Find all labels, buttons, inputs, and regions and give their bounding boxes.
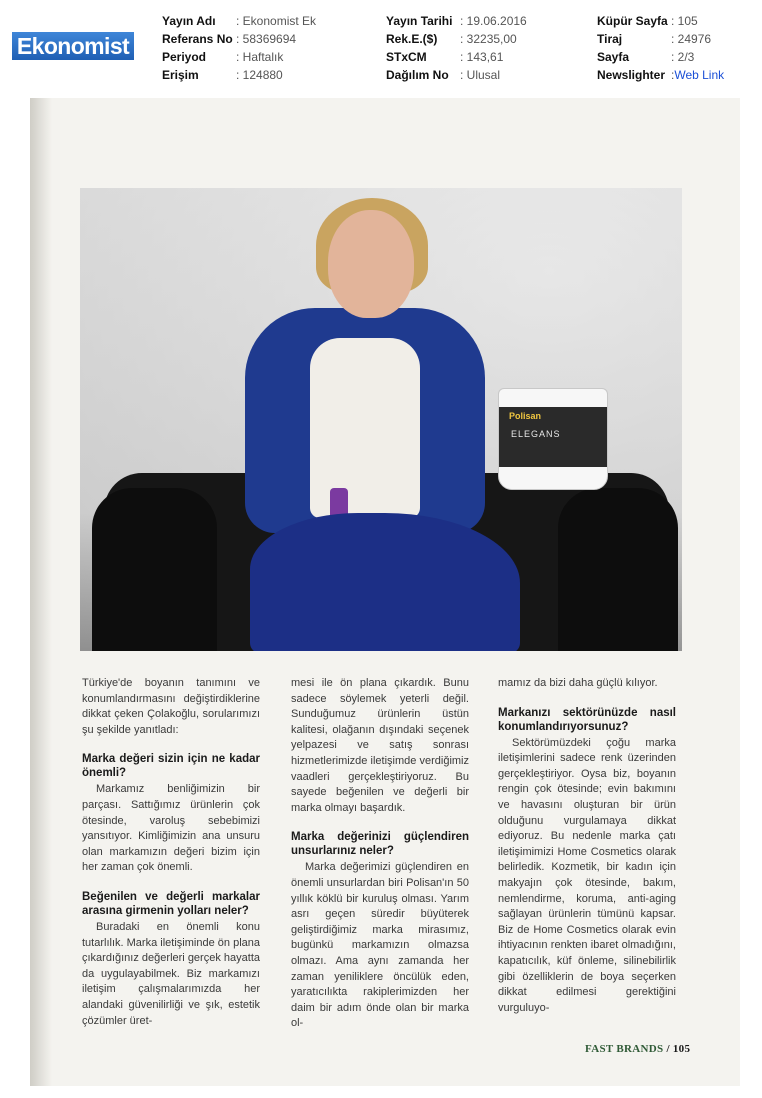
question-heading-2: Beğenilen ve değerli markalar arasına girmenin yolları neler? bbox=[82, 890, 260, 917]
meta-label: Sayfa bbox=[597, 50, 630, 64]
footer-page-number: 105 bbox=[672, 1043, 691, 1055]
meta-value: : 105 bbox=[671, 14, 698, 28]
person-face bbox=[328, 210, 414, 318]
bucket-brand-text: Polisan bbox=[509, 411, 542, 421]
meta-row-erisim bbox=[162, 66, 316, 84]
armchair-right-arm bbox=[558, 488, 678, 651]
meta-label: STxCM bbox=[386, 50, 427, 64]
meta-column-3 bbox=[597, 12, 724, 84]
meta-value: : 19.06.2016 bbox=[460, 14, 527, 28]
meta-value: : 58369694 bbox=[236, 32, 297, 46]
footer-brand: FAST BRANDS bbox=[585, 1043, 664, 1055]
meta-row-yayin-adi bbox=[162, 12, 316, 30]
meta-label: Referans No bbox=[162, 32, 233, 46]
meta-row-newslighter bbox=[597, 66, 724, 84]
meta-label: Tiraj bbox=[597, 32, 623, 46]
meta-column-2 bbox=[386, 12, 527, 84]
meta-label: Dağılım No bbox=[386, 68, 449, 82]
meta-row-referans-no bbox=[162, 30, 316, 48]
armchair-left-arm bbox=[92, 488, 217, 651]
meta-label: Rek.E.($) bbox=[386, 32, 438, 46]
meta-row-yayin-tarihi bbox=[386, 12, 527, 30]
scanned-magazine-page bbox=[30, 98, 740, 1086]
logo-text: Ekonomist bbox=[16, 32, 130, 59]
footer-separator: / bbox=[663, 1043, 673, 1055]
answer-paragraph-1: Markamız benliğimizin bir parçası. Sattığımız ürünlerin çok ötesinde, varoluş sebebimizi yansıtıyor. Kimliğimizin ana unsuru olan markamızın değeri bizim için her zaman çok önemli. bbox=[82, 783, 260, 874]
portrait-photo bbox=[80, 188, 682, 651]
meta-value: : 24976 bbox=[671, 32, 712, 46]
answer-paragraph-4: Sektörümüzdeki çoğu marka iletişimlerini sadece renk üzerinden gerçekleştiriyor. Oysa biz, boyanın rengin çok ötesinde; evin bakımını ve havasını oluşturan bir ürün olduğunu vurgulamaya dikkat ediyoruz. Bu nedenle marka çatı iletişimimizi Home Cosmetics olarak belirledik. Kozmetik, bir kadın için makyajın çok ötesinde, bakım, nemlendirme, koruma, anti-aging sağlayan ürünlerin tümünü kapsar. Biz de Home Cosmetics olarak evin ihtiyacının renkten ibaret olmadığını, kapatıcılık, küf önleme, silinebilirlik gibi özelliklerin de boya seçerken dikkat edilmesi gerektiğini vurguluyo- bbox=[498, 736, 676, 1014]
meta-value-prefix: : bbox=[671, 68, 675, 82]
meta-value: : 124880 bbox=[236, 68, 283, 82]
meta-row-stxcm bbox=[386, 48, 527, 66]
answer-paragraph-2: Buradaki en önemli konu tutarlılık. Marka iletişiminde ön plana çıkardığınız değerleri gerçek hayatta da uygulayabilmek. Biz markamızı iletişim çalışmalarımızda her alandaki güvenilirliği ve şık, estetik çözümler üret- bbox=[82, 920, 260, 1027]
meta-label: Erişim bbox=[162, 68, 199, 82]
page-gutter-shadow bbox=[30, 98, 52, 1086]
page-footer bbox=[585, 1043, 690, 1055]
answer-paragraph-3: Marka değerimizi güçlendiren en önemli unsurlardan biri Polisan'ın 50 yıllık köklü bir kuruluş olması. Yarım asrı geçen süredir büyüterek geliştirdiğimiz marka mirasımız, bugünkü markamızın olmazsa olmazı. Ama aynı zamanda her zaman yeniliklere öncülük eden, yaratıcılıkta rakiplerimizden her daim bir adım önde olan bir marka ol- bbox=[291, 861, 469, 1030]
meta-column-1 bbox=[162, 12, 316, 84]
answer-paragraph-2-cont: mesi ile ön plana çıkardık. Bunu sadece söylemek yeterli değil. Sunduğumuz ürünlerin üstün kalitesi, olağanın dışındaki seçenek yelpazesi ve satış sonrası hizmetlerimizde iletişimde verdiğimiz vaadleri gerçekleştiriyoruz. Bu sayede beğenilen ve değerli bir marka olmayı başardık. bbox=[291, 677, 469, 814]
meta-label: Newslighter bbox=[597, 68, 666, 82]
person-legs bbox=[250, 513, 520, 651]
article-column-2 bbox=[291, 676, 469, 1032]
person-shirt bbox=[310, 338, 420, 518]
article-column-3 bbox=[498, 676, 676, 1016]
meta-label: Periyod bbox=[162, 50, 207, 64]
article-column-1 bbox=[82, 676, 260, 1029]
meta-row-rek-e bbox=[386, 30, 527, 48]
meta-value: : Haftalık bbox=[236, 50, 284, 64]
meta-row-dagilim-no bbox=[386, 66, 527, 84]
question-heading-4: Markanızı sektörünüzde nasıl konumlandırıyorsunuz? bbox=[498, 706, 676, 733]
meta-row-periyod bbox=[162, 48, 316, 66]
meta-value: : Ekonomist Ek bbox=[236, 14, 317, 28]
ekonomist-logo bbox=[12, 32, 134, 60]
question-heading-3: Marka değerinizi güçlendiren unsurlarınız neler? bbox=[291, 831, 469, 858]
paint-bucket bbox=[498, 388, 608, 490]
question-heading-1: Marka değeri sizin için ne kadar önemli? bbox=[82, 753, 260, 780]
meta-label: Yayın Adı bbox=[162, 14, 216, 28]
bucket-product-text: ELEGANS bbox=[511, 429, 561, 439]
article-intro: Türkiye'de boyanın tanımını ve konumlandırmasını değiştirdiklerine dikkat çeken Çolakoğlu, sorularımızı şu şekilde yanıtladı: bbox=[82, 677, 260, 736]
meta-row-tiraj bbox=[597, 30, 724, 48]
meta-label: Küpür Sayfa bbox=[597, 14, 668, 28]
meta-value: : 143,61 bbox=[460, 50, 504, 64]
meta-row-kupur-sayfa bbox=[597, 12, 724, 30]
meta-value: : 32235,00 bbox=[460, 32, 517, 46]
meta-value: : 2/3 bbox=[671, 50, 695, 64]
meta-value: : Ulusal bbox=[460, 68, 501, 82]
meta-row-sayfa bbox=[597, 48, 724, 66]
web-link[interactable]: Web Link bbox=[674, 68, 725, 82]
meta-label: Yayın Tarihi bbox=[386, 14, 453, 28]
answer-paragraph-3-cont: mamız da bizi daha güçlü kılıyor. bbox=[498, 677, 658, 689]
